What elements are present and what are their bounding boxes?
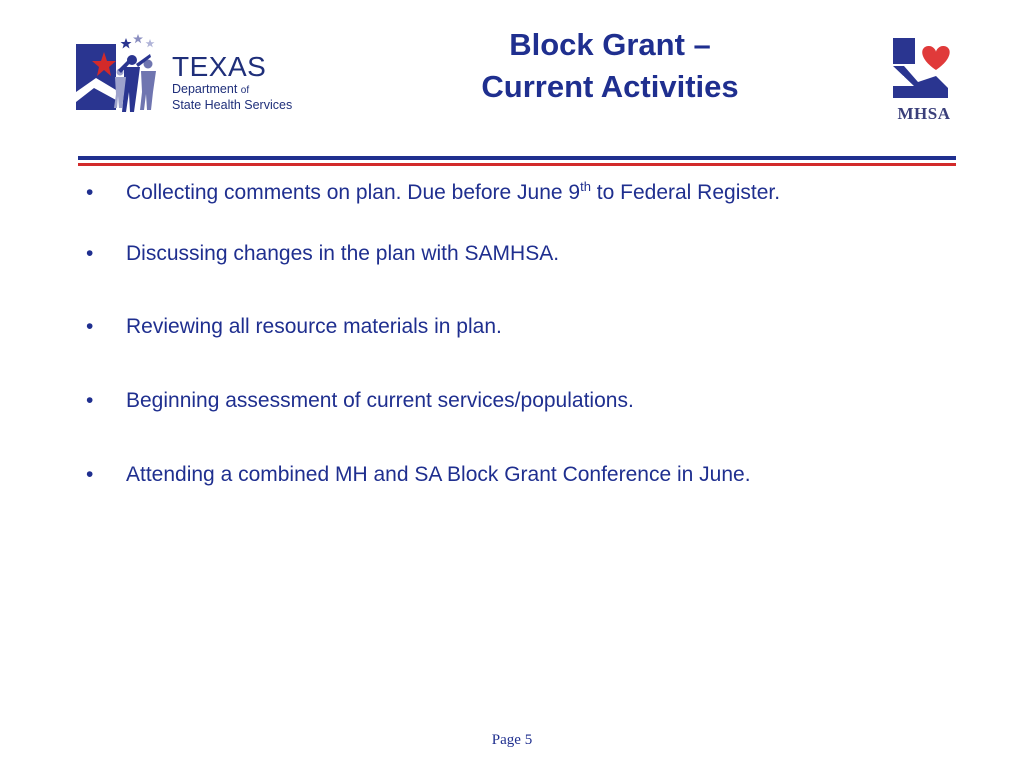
mhsa-logo (888, 36, 960, 126)
slide-title-line1: Block Grant – (509, 27, 711, 62)
org-name (172, 52, 292, 113)
bullet-text: Attending a combined MH and SA Block Grant Conference in June. (126, 463, 751, 486)
texas-dshs-logo (74, 30, 304, 125)
bullet-text (126, 180, 780, 206)
mhsa-heart-emblem-icon (888, 36, 960, 102)
org-name-line3: State Health Services (172, 98, 293, 112)
bullet-marker: • (86, 181, 94, 204)
bullet-marker: • (86, 389, 94, 412)
mhsa-logo-text: MHSA (897, 104, 951, 123)
slide-title (380, 24, 840, 108)
bullet-text-part: Collecting comments on plan. Due before June 9 (126, 181, 581, 204)
header-rule-red (78, 163, 956, 166)
bullet-superscript: th (580, 179, 591, 194)
slide-title-line2: Current Activities (481, 69, 739, 104)
bullet-text-part: to Federal Register. (590, 181, 781, 204)
page-number: Page 5 (491, 732, 533, 748)
bullet-marker: • (86, 242, 94, 265)
org-of: of (240, 85, 250, 96)
org-name-line1: TEXAS (172, 51, 267, 82)
bullet-marker: • (86, 463, 94, 486)
header-rule-blue (78, 156, 956, 160)
org-department: Department (172, 82, 238, 96)
bullet-text: Beginning assessment of current services/populations. (126, 389, 634, 412)
bullet-marker: • (86, 315, 94, 338)
texas-dshs-emblem-icon (74, 30, 169, 125)
bullet-text: Reviewing all resource materials in plan. (126, 315, 502, 338)
org-name-line2 (172, 82, 292, 98)
bullet-text: Discussing changes in the plan with SAMHSA. (126, 242, 560, 265)
